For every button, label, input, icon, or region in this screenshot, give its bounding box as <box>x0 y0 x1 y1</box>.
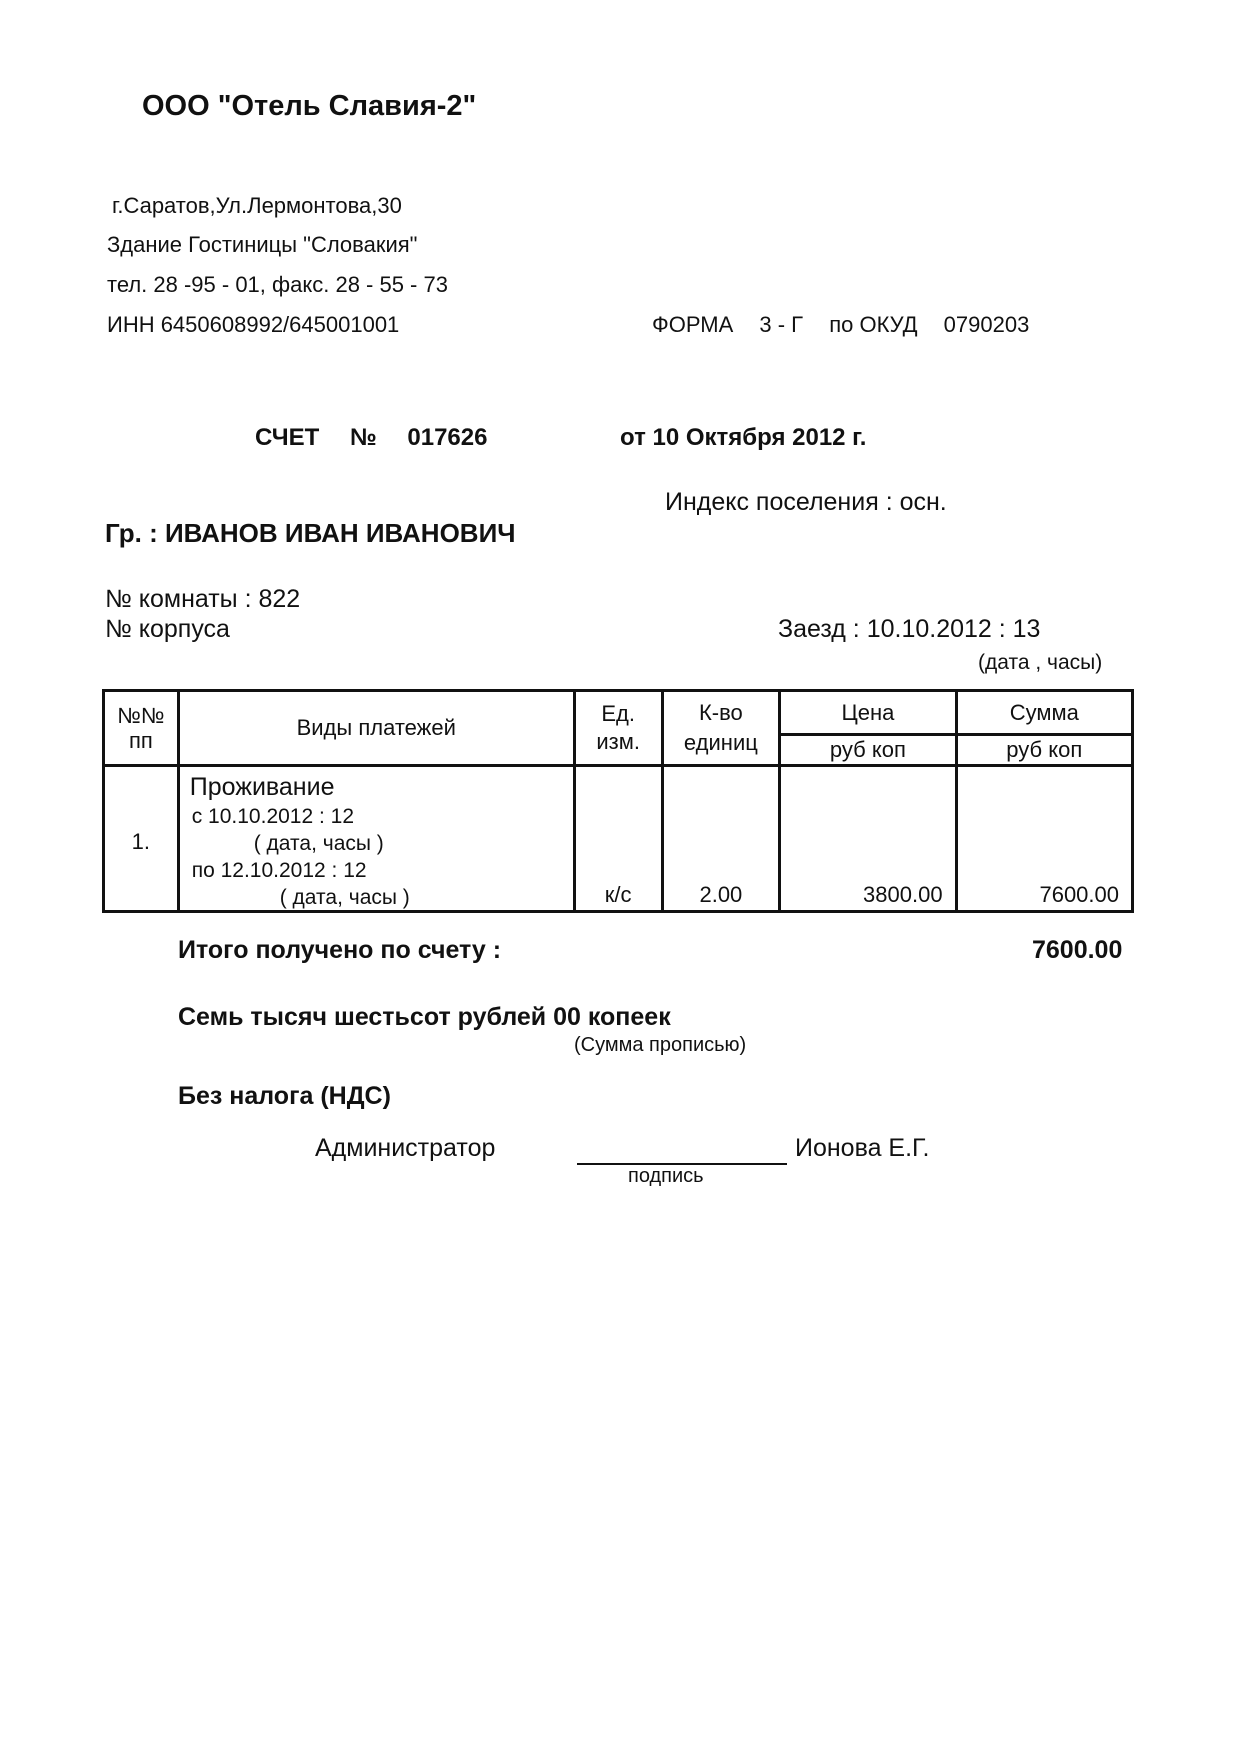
okud-value: 0790203 <box>943 312 1030 337</box>
row-num: 1. <box>104 766 179 912</box>
header-quantity: К-во единиц <box>662 691 780 766</box>
header-sum: Сумма <box>956 691 1132 735</box>
inn-line: ИНН 6450608992/645001001 <box>107 312 400 337</box>
organization-name: ООО "Отель Славия-2" <box>142 90 477 122</box>
row-unit: к/с <box>574 766 662 912</box>
payments-table <box>102 689 1134 913</box>
header-price: Цена <box>780 691 956 735</box>
phone-fax-line: тел. 28 -95 - 01, факс. 28 - 55 - 73 <box>107 272 448 297</box>
tax-note: Без налога (НДС) <box>178 1082 391 1110</box>
arrival-datetime: Заезд : 10.10.2012 : 13 <box>778 615 1041 643</box>
header-unit: Ед. изм. <box>574 691 662 766</box>
form-code <box>652 312 1029 338</box>
row-description <box>178 766 574 912</box>
form-value: 3 - Г <box>759 312 804 337</box>
amount-in-words: Семь тысяч шестьсот рублей 00 копеек <box>178 1003 671 1031</box>
row-sum: 7600.00 <box>956 766 1132 912</box>
invoice-date: от 10 Октября 2012 г. <box>620 424 867 451</box>
header-price-units: руб коп <box>780 735 956 766</box>
header-num: №№ пп <box>104 691 179 766</box>
header-payment-type: Виды платежей <box>178 691 574 766</box>
table-row <box>104 766 1133 912</box>
row-to: по 12.10.2012 : 12 <box>191 859 367 882</box>
address-line: г.Саратов,Ул.Лермонтова,30 <box>112 193 402 218</box>
row-quantity: 2.00 <box>662 766 780 912</box>
invoice-number <box>255 424 487 452</box>
row-title: Проживание <box>189 773 335 801</box>
amount-in-words-hint: (Сумма прописью) <box>574 1034 747 1056</box>
signer-role: Администратор <box>315 1134 496 1162</box>
header-sum-units: руб коп <box>956 735 1132 766</box>
okud-label: по ОКУД <box>829 312 918 337</box>
invoice-number-value: 017626 <box>407 424 488 451</box>
row-price: 3800.00 <box>780 766 956 912</box>
row-to-hint: ( дата, часы ) <box>279 886 410 909</box>
room-number: № комнаты : 822 <box>105 585 301 613</box>
table-header-row <box>104 691 1133 735</box>
arrival-hint: (дата , часы) <box>978 651 1103 674</box>
guest-name: Гр. : ИВАНОВ ИВАН ИВАНОВИЧ <box>105 518 516 548</box>
invoice-label: СЧЕТ <box>255 424 320 451</box>
building-number: № корпуса <box>105 615 230 643</box>
row-from: с 10.10.2012 : 12 <box>191 805 355 828</box>
building-line: Здание Гостиницы "Словакия" <box>107 232 418 257</box>
row-from-hint: ( дата, часы ) <box>253 832 384 855</box>
settlement-index: Индекс поселения : осн. <box>665 488 947 516</box>
signer-name: Ионова Е.Г. <box>795 1134 930 1162</box>
form-label: ФОРМА <box>652 312 734 337</box>
signature-hint: подпись <box>628 1165 704 1187</box>
total-value: 7600.00 <box>1032 936 1123 964</box>
total-label: Итого получено по счету : <box>178 936 502 964</box>
number-sign: № <box>349 424 377 451</box>
